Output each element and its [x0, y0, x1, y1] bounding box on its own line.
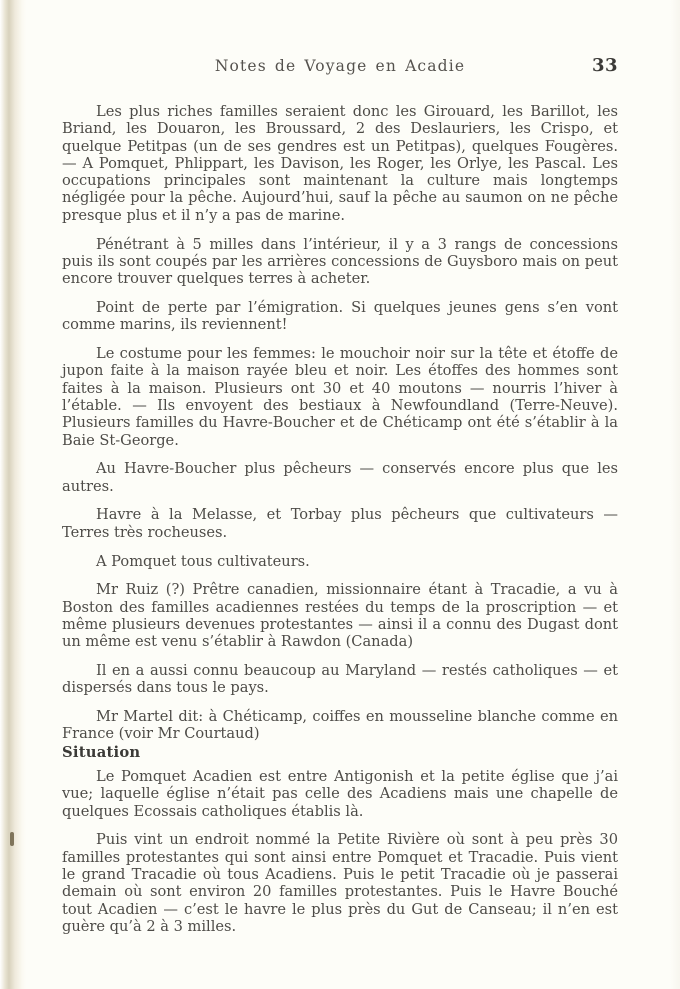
page-right-edge-fade	[670, 0, 680, 989]
paragraph: Mr Ruiz (?) Prêtre canadien, missionnaire étant à Tracadie, a vu à Boston des familles acadiennes restées du temps de la proscription — et même plusieurs devenues protestantes — ainsi il a connu des Dugast dont un même est venu s’établir à Rawdon (Canada)	[62, 581, 618, 651]
margin-speck-artifact	[10, 832, 14, 846]
paragraph: Havre à la Melasse, et Torbay plus pêcheurs que cultivateurs — Terres très rocheuses.	[62, 506, 618, 541]
paragraph: Il en a aussi connu beaucoup au Maryland — restés catholiques — et dispersés dans tous le pays.	[62, 662, 618, 697]
paragraph: Le costume pour les femmes: le mouchoir noir sur la tête et étoffe de jupon faite à la maison rayée bleu et noir. Les étoffes des hommes sont faites à la maison. Plusieurs ont 30 et 40 moutons — nourris l’hiver à l’étable. — Ils envoyent des bestiaux à Newfoundland (Terre-Neuve). Plusieurs familles du Havre-Boucher et de Chéticamp ont été s’établir à la Baie St-George.	[62, 345, 618, 449]
page-number: 33	[591, 55, 618, 76]
running-head-title: Notes de Voyage en Acadie	[214, 57, 466, 75]
section-subheading: Situation	[62, 743, 141, 761]
paragraph: Mr Martel dit: à Chéticamp, coiffes en mousseline blanche comme en France (voir Mr Courtaud)	[62, 708, 618, 743]
paragraph: Au Havre-Boucher plus pêcheurs — conservés encore plus que les autres.	[62, 460, 618, 495]
paragraph: Les plus riches familles seraient donc les Girouard, les Barillot, les Briand, les Douaron, les Broussard, 2 des Deslauriers, les Crispo, et quelque Petitpas (un de ses gendres est un Petitpas), quelques Fougères. — A Pomquet, Phlippart, les Davison, les Roger, les Orlye, les Pascal. Les occupations principales sont maintenant la culture mais longtemps négligée pour la pêche. Aujourd’hui, sauf la pêche au saumon on ne pêche presque plus et il n’y a pas de marine.	[62, 103, 618, 224]
page-body-text	[62, 103, 618, 935]
paragraph: Le Pomquet Acadien est entre Antigonish et la petite église que j’ai vue; laquelle église n’était pas celle des Acadiens mais une chapelle de quelques Ecossais catholiques établis là.	[62, 768, 618, 820]
paragraph: Puis vint un endroit nommé la Petite Rivière où sont à peu près 30 familles protestantes qui sont ainsi entre Pomquet et Tracadie. Puis vient le grand Tracadie où tous Acadiens. Puis le petit Tracadie où je passerai demain où sont environ 20 familles protestantes. Puis le Havre Bouché tout Acadien — c’est le havre le plus près du Gut de Canseau; il n’en est guère qu’à 2 à 3 milles.	[62, 831, 618, 935]
paragraph: Point de perte par l’émigration. Si quelques jeunes gens s’en vont comme marins, ils reviennent!	[62, 298, 618, 334]
paragraph: Pénétrant à 5 milles dans l’intérieur, il y a 3 rangs de concessions puis ils sont coupés par les arrières concessions de Guysboro mais on peut encore trouver quelques terres à acheter.	[62, 235, 618, 288]
running-header	[62, 57, 618, 81]
paragraph: A Pomquet tous cultivateurs.	[96, 552, 310, 570]
